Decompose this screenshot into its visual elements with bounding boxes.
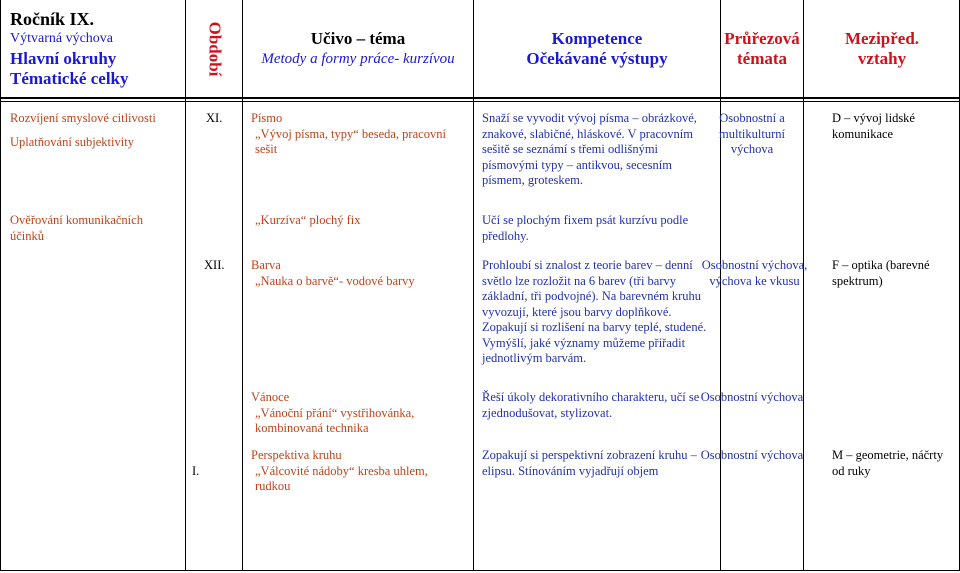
topic-method: „Vánoční přání“ vystřihovánka, kombinovaná technika xyxy=(255,405,415,435)
topic-method: „Válcovité nádoby“ kresba uhlem, rudkou xyxy=(255,463,428,493)
topic-subjectivity: Uplatňování subjektivity xyxy=(10,134,134,149)
interdisciplinary-label-1: Mezipřed. xyxy=(844,28,920,48)
grade-title: Ročník IX. xyxy=(10,8,95,29)
row3-period: XII. xyxy=(204,258,225,272)
row3-interdisciplinary: F – optika (barevné spektrum) xyxy=(832,258,930,288)
column-divider-1 xyxy=(185,0,186,571)
thematic-units-label: Tématické celky xyxy=(10,68,129,88)
table-bottom-border xyxy=(0,570,960,571)
cross-curricular-label-1: Průřezová xyxy=(724,28,800,48)
row1-curriculum xyxy=(251,111,466,158)
period-label: Období xyxy=(205,21,224,76)
column-divider-left xyxy=(0,0,1,571)
row5-period: I. xyxy=(192,464,200,478)
row1-competence: Snaží se vyvodit vývoj písma – obrázkové, znakové, slabičné, hláskové. V pracovním sešitě se seznámí s třemi odlišnými písmovými typy – antikvou, secesním písmem, groteskem. xyxy=(482,111,697,187)
row2-curriculum xyxy=(251,213,466,229)
topic-title: Perspektiva kruhu xyxy=(251,448,342,462)
cross-curricular-label-2: témata xyxy=(736,48,788,68)
row5-interdisciplinary: M – geometrie, náčrty od ruky xyxy=(832,448,944,478)
header-interdisciplinary xyxy=(804,0,960,97)
row1-main-topic xyxy=(10,111,180,150)
topic-method: „Nauka o barvě“- vodové barvy xyxy=(255,273,415,288)
row3-cross-curricular: Osobnostní výchova, výchova ke vkusu xyxy=(701,258,808,288)
curriculum-label: Učivo – téma xyxy=(310,28,406,48)
row3-curriculum xyxy=(251,258,466,289)
row2-main-topic: Ověřování komunikačních účinků xyxy=(10,213,143,243)
row4-cross-curricular: Osobnostní výchova xyxy=(700,390,804,404)
header-cross-curricular xyxy=(721,0,803,97)
topic-title: Vánoce xyxy=(251,390,290,404)
competences-label: Kompetence xyxy=(551,28,643,48)
header-curriculum xyxy=(243,0,473,97)
topic-title: Barva xyxy=(251,258,281,272)
row5-cross-curricular: Osobnostní výchova xyxy=(700,448,804,462)
row4-competence: Řeší úkoly dekorativního charakteru, učí se zjednodušovat, stylizovat. xyxy=(482,390,700,420)
row3-competence: Prohloubí si znalost z teorie barev – denní světlo lze rozložit na 6 barev (tři barvy základní, tři podvojné). Na barevném kruhu vyvozují, které jsou barvy doplňkové. Zopakují si rozlišení na barvy teplé, studené. Vymýšlí, jaké významy můžeme přiřadit jednotlivým barvám. xyxy=(482,258,707,365)
main-topics-label: Hlavní okruhy xyxy=(10,48,117,68)
header-period xyxy=(186,0,242,97)
row1-period: XI. xyxy=(206,111,223,125)
row1-interdisciplinary: D – vývoj lidské komunikace xyxy=(832,111,915,141)
topic-method: „Vývoj písma, typy“ beseda, pracovní sešit xyxy=(255,126,446,156)
column-divider-2 xyxy=(242,0,243,571)
header-divider-bottom xyxy=(0,101,960,102)
methods-label: Metody a formy práce- kurzívou xyxy=(261,50,455,67)
header-main-topics xyxy=(0,0,185,97)
row5-curriculum xyxy=(251,448,466,495)
interdisciplinary-label-2: vztahy xyxy=(857,48,907,68)
row4-curriculum xyxy=(251,390,466,437)
column-divider-3 xyxy=(473,0,474,571)
topic-method: „Kurzíva“ plochý fix xyxy=(255,213,361,227)
header-divider-top xyxy=(0,97,960,99)
topic-sensory-sensitivity: Rozvíjení smyslové citlivosti xyxy=(10,111,156,125)
expected-outcomes-label: Očekávané výstupy xyxy=(526,48,668,68)
subject-name: Výtvarná výchova xyxy=(10,30,114,46)
row2-competence: Učí se plochým fixem psát kurzívu podle předlohy. xyxy=(482,213,689,243)
topic-title: Písmo xyxy=(251,111,283,125)
row5-competence: Zopakují si perspektivní zobrazení kruhu – elipsu. Stínováním vyjadřují objem xyxy=(482,448,697,478)
row1-cross-curricular: Osobnostní a multikulturní výchova xyxy=(719,111,785,156)
header-competences xyxy=(474,0,720,97)
